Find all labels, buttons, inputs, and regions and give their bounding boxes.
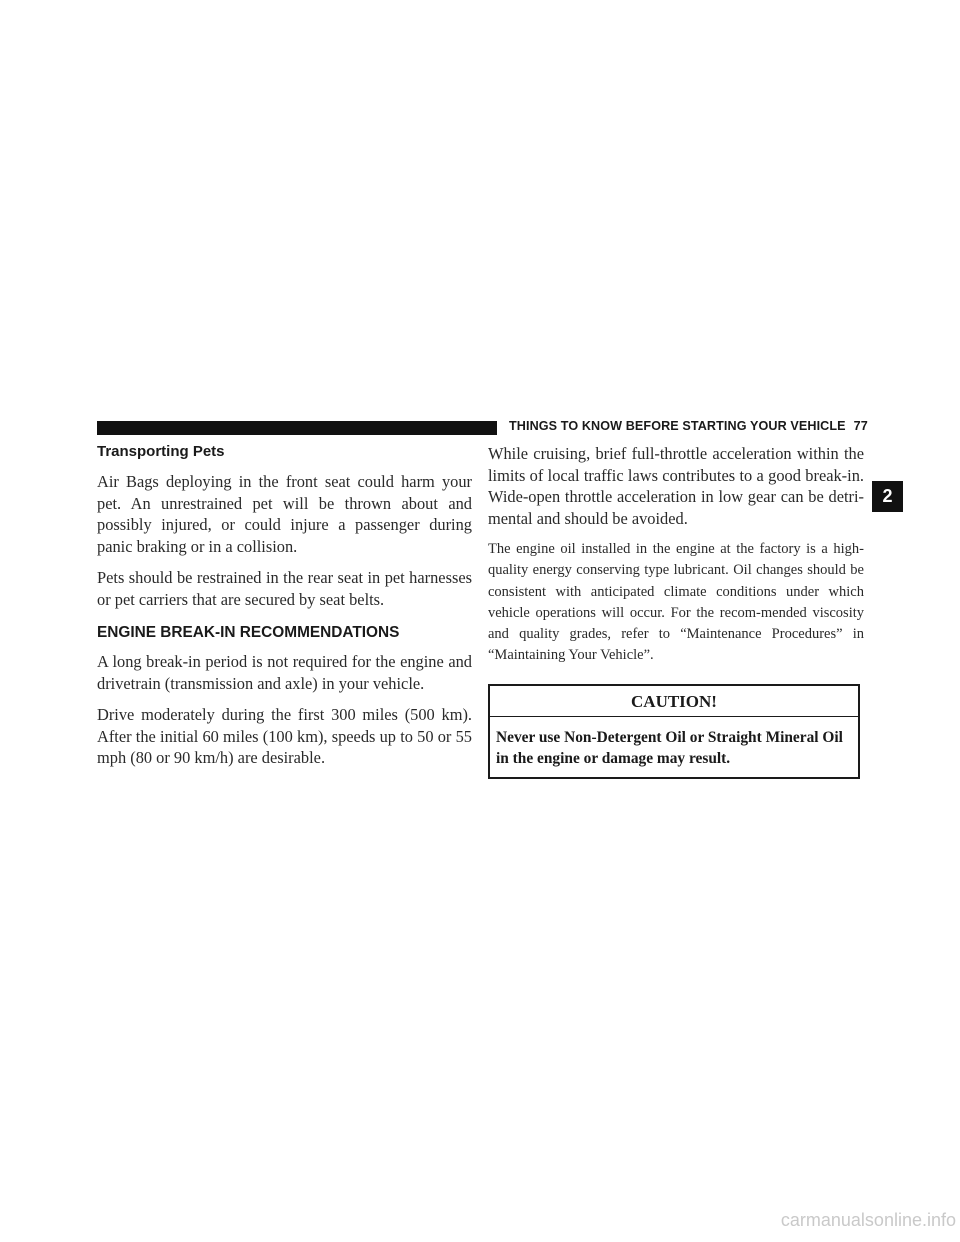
- cruising-paragraph: While cruising, brief full-throttle acceleration within the limits of local traffic laws contributes to a good break-in. Wide-open throttle acceleration in low gear can be detri-mental and should be avoided.: [488, 444, 864, 528]
- pets-paragraph-1: Air Bags deploying in the front seat could harm your pet. An unrestrained pet will be thrown about and possibly injured, or could injure a passenger during panic braking or in a collision.: [97, 472, 472, 556]
- engine-paragraph-1: A long break-in period is not required for the engine and drivetrain (transmission and axle) in your vehicle.: [97, 652, 472, 693]
- caution-title: CAUTION!: [490, 686, 858, 718]
- caution-text: Never use Non-Detergent Oil or Straight Mineral Oil in the engine or damage may result.: [496, 729, 843, 768]
- page-number: 77: [853, 419, 868, 433]
- left-column: [97, 443, 472, 779]
- right-column: [488, 443, 864, 779]
- header-rule: [97, 421, 497, 435]
- caution-box: [488, 684, 860, 780]
- header-title: THINGS TO KNOW BEFORE STARTING YOUR VEHICLE: [509, 419, 846, 433]
- watermark-text: carmanualsonline.info: [780, 1210, 956, 1230]
- running-header: [509, 419, 868, 433]
- pets-heading: Transporting Pets: [97, 443, 225, 460]
- watermark: [0, 1210, 960, 1231]
- pets-paragraph-2: Pets should be restrained in the rear seat in pet harnesses or pet carriers that are secured by seat belts.: [97, 568, 472, 609]
- engine-oil-paragraph: The engine oil installed in the engine at the factory is a high-quality energy conserving type lubricant. Oil changes should be consistent with anticipated climate conditions under which vehicle operations will occur. For the recom-mended viscosity and quality grades, refer to “Maintenance Procedures” in “Maintaining Your Vehicle”.: [488, 541, 864, 664]
- chapter-tab: 2: [872, 481, 903, 512]
- engine-paragraph-2: Drive moderately during the first 300 miles (500 km). After the initial 60 miles (100 km), speeds up to 50 or 55 mph (80 or 90 km/h) are desirable.: [97, 705, 472, 767]
- engine-break-in-heading: ENGINE BREAK-IN RECOMMENDATIONS: [97, 624, 400, 641]
